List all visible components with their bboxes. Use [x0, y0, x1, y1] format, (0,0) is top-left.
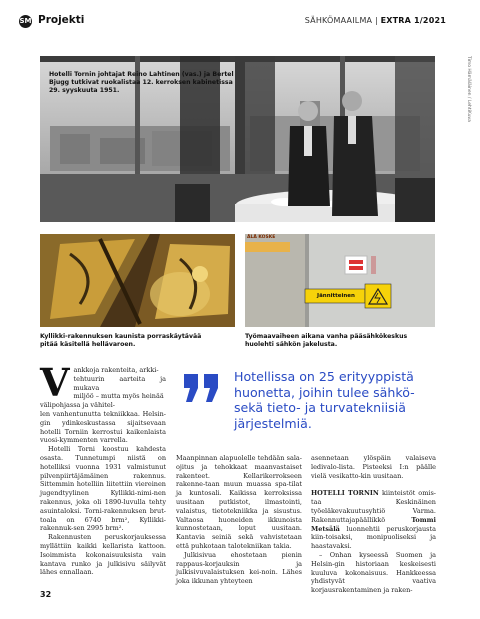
column2-paragraph: Maanpinnan alapuolelle tehdään sala-ojitus ja tehokkaat maanvastaiset rakenteet. Kellarikerrokseen rakenne-taan muun muassa spa-tilat ja kuntosali. Kaikissa kerroksissa uusitaan putkistot, ilmastointi, valaistus, tietotekniikka ja sisustus. Valtaosa huoneiden ikkunoista kunnostetaan, loput uusitaan. Kantavia seiniä sekä vahvistetaan että puhkotaan talotekniikan takia.	[176, 454, 302, 550]
photo-credit: Timo Hämäläinen / LehtiKuva	[466, 56, 471, 122]
electrical-panel-photo	[245, 234, 435, 327]
magazine-masthead: SÄHKÖMAAILMA | EXTRA 1/2021	[304, 16, 446, 25]
column3-paragraph	[311, 489, 436, 551]
quote-mark-icon	[182, 372, 222, 404]
article-column-2	[176, 454, 302, 586]
person-name: Tommi Metsälä	[311, 515, 436, 533]
issue-label: EXTRA 1/2021	[380, 16, 446, 25]
article-column-3	[311, 454, 436, 595]
intro-line-3: miljöö – mutta myös heinää	[73, 392, 164, 401]
section-lead-in: HOTELLI TORNIN	[311, 489, 379, 498]
electrical-panel-image	[245, 234, 435, 327]
article-column-1	[40, 360, 166, 577]
tape-label: ÄLÄ KOSKE	[247, 235, 276, 240]
section-logo-icon: SM	[19, 15, 32, 28]
warning-sign-label: Jännitteinen	[317, 293, 355, 299]
column3-text: luonnehtii peruskorjausta kiin-toisaksi, monipuoliseksi ja haastavaksi.	[311, 524, 436, 551]
top-photo-caption: Hotelli Tornin johtajat Reino Lahtinen (vas.) ja Bertel Bjugg tutkivat ruokalistaa 12. kerroksen kabinetissa 29. syyskuuta 1951.	[49, 71, 234, 94]
intro-line-4: välipohjassa ja vähitel-	[40, 401, 115, 410]
section-title: Projekti	[38, 14, 85, 26]
column3-text: kiinteistöt omis-taa Keskinäinen työeläkevakuutusyhtiö Varma. Rakennuttajapäällikkö	[311, 489, 436, 524]
column2-paragraph: Julkisivua ehostetaan pienin rappaus-korjauksin ja julkisivuvalaistuksen kei-noin. Lähes joka ikkunan yhteyteen	[176, 550, 302, 586]
staircase-image	[40, 234, 235, 327]
column1-paragraph: len vanhentunutta tekniikkaa. Helsin-gin ydinkeskustassa sijaitsevaan hotelli Torniin kerrostui kaikenlaista vuosi-kymmenten varrella.	[40, 409, 166, 445]
column3-paragraph: asennetaan ylöspäin valaiseva ledivalo-lista. Pisteeksi I:n päälle vielä vesikatto-kin uusitaan.	[311, 454, 436, 480]
drop-cap: V	[40, 360, 70, 405]
intro-line-1: ankkoja rakenteita, arkki-	[73, 366, 159, 374]
intro-line-2: tehtuurin aarteita ja mukava	[73, 374, 166, 392]
pull-quote: Hotellissa on 25 erityyppistä huonetta, joihin tulee sähkö- sekä tieto- ja turvatekniisiä järjestelmiä.	[234, 369, 415, 431]
magazine-name: SÄHKÖMAAILMA	[304, 16, 373, 25]
page-number: 32	[40, 590, 52, 599]
column1-paragraph: Rakennusten peruskorjauksessa myllättiin kaikki kellarista kattoon. Isoimmista kokonaisuuksista vain kantava runko ja julkisivu säilyvät lähes ennallaan.	[40, 533, 166, 577]
electrical-panel-caption: Työmaavaiheen aikana vanha pääsähkökeskus huolehti sähkön jakelusta.	[245, 333, 408, 348]
column3-paragraph: – Onhan kyseessä Suomen ja Helsin-gin historiaan keskeisesti kuuluva kokonaisuus. Hankkeessa yhdistyvät vaativa korjausrakentaminen ja raken-	[311, 550, 436, 595]
column1-paragraph: Hotelli Torni koostuu kahdesta osasta. Tunnetumpi niistä on hotelliksi vuonna 1931 valmistunut pilvenpiirtäjämäinen rakennus. Sittemmin hotelliin liitettiin viereinen jugendtyylinen Kyllikki-nimi-nen rakennus, joka oli 1890-luvulla tehty asuintaloksi. Torni-rakennuksen brut-toala on 6740 brm², Kyllikki-rakennuk-sen 2995 brm².	[40, 445, 166, 533]
staircase-photo	[40, 234, 235, 327]
staircase-caption: Kyllikki-rakennuksen kaunista porraskäytävää pitää käsitellä hellävaroen.	[40, 333, 202, 348]
